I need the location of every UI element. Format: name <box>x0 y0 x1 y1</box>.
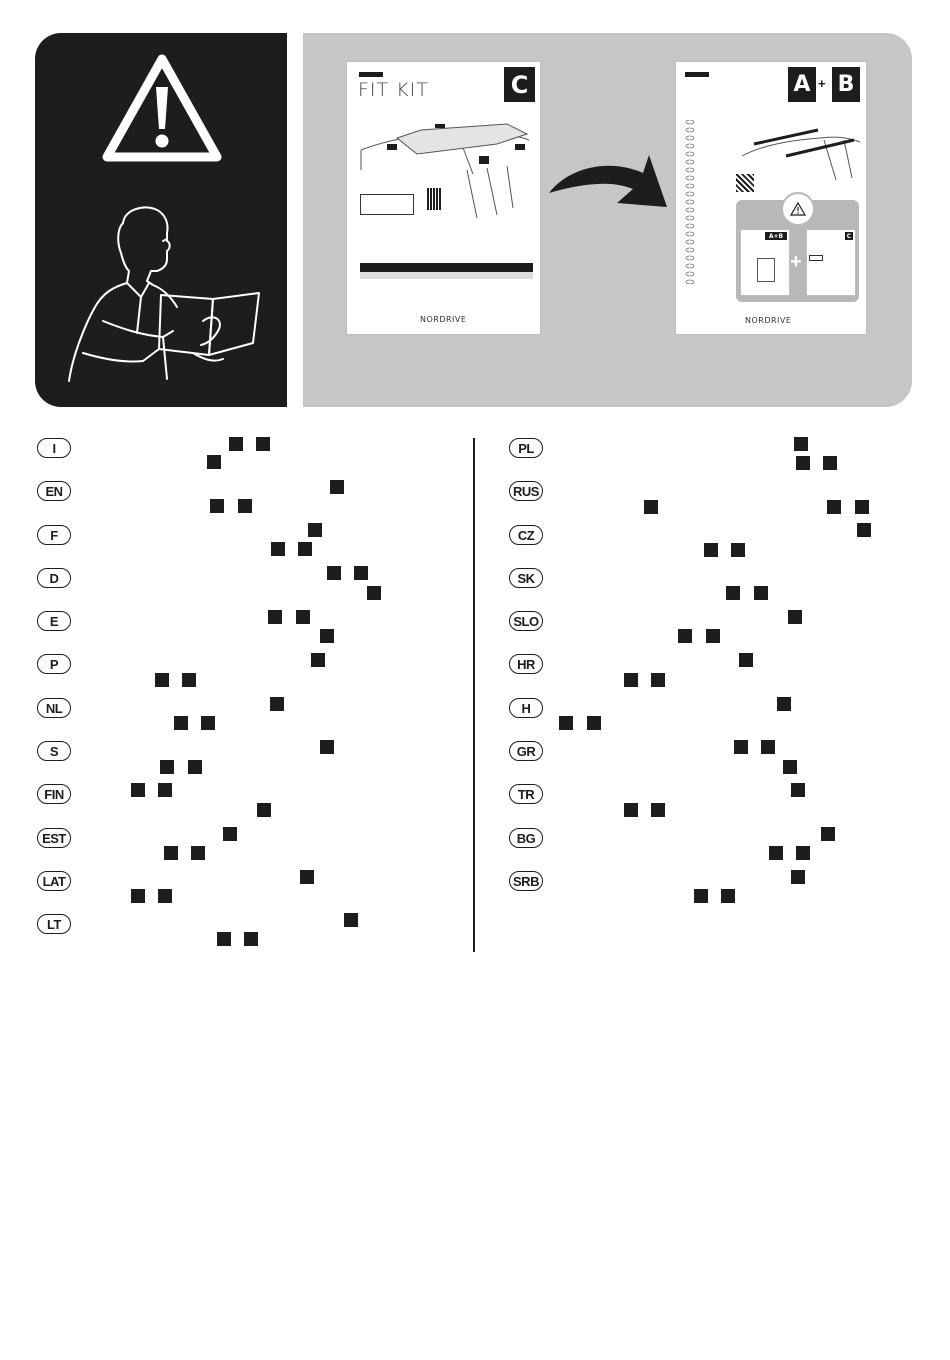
ref-square <box>268 610 282 624</box>
letter-c-badge: C <box>504 67 535 102</box>
inset-c-manual <box>807 230 855 295</box>
ref-square <box>644 500 658 514</box>
language-list <box>684 120 696 284</box>
ref-square <box>726 586 740 600</box>
language-badge-hr: HR <box>509 654 543 674</box>
ref-square <box>794 437 808 451</box>
language-badge-lat: LAT <box>37 871 71 891</box>
ref-square <box>270 697 284 711</box>
ref-square <box>678 629 692 643</box>
inset-model-box <box>809 255 823 261</box>
person-reading-manual-icon <box>63 203 263 383</box>
roof-bars-drawing <box>740 116 862 182</box>
language-badge-h: H <box>509 698 543 718</box>
ref-square <box>207 455 221 469</box>
ref-square <box>257 803 271 817</box>
fit-kit-title: FIT KIT <box>358 79 429 101</box>
ref-square <box>131 889 145 903</box>
ref-square <box>174 716 188 730</box>
ref-square <box>821 827 835 841</box>
ref-square <box>256 437 270 451</box>
ref-square <box>327 566 341 580</box>
language-badge-s: S <box>37 741 71 761</box>
ref-square <box>223 827 237 841</box>
language-badge-cz: CZ <box>509 525 543 545</box>
inset-letter-c: C <box>846 232 852 240</box>
ref-square <box>210 499 224 513</box>
ref-square <box>823 456 837 470</box>
ref-square <box>796 846 810 860</box>
warning-panel <box>35 33 287 407</box>
inset-plus-sign: + <box>790 251 802 273</box>
instruction-overview-panel <box>303 33 912 407</box>
ref-square <box>587 716 601 730</box>
ref-square <box>244 932 258 946</box>
ref-square <box>238 499 252 513</box>
ref-square <box>330 480 344 494</box>
ref-square <box>855 500 869 514</box>
language-badge-f: F <box>37 525 71 545</box>
column-divider <box>473 438 475 952</box>
ref-square <box>791 870 805 884</box>
ref-square <box>721 889 735 903</box>
warning-triangle-icon <box>101 53 223 165</box>
language-badge-e: E <box>37 611 71 631</box>
bar-manual <box>676 62 866 334</box>
ref-square <box>201 716 215 730</box>
qr-code <box>736 174 754 192</box>
ref-square <box>783 760 797 774</box>
ref-square <box>754 586 768 600</box>
nordrive-logo: NORDRIVE <box>420 315 467 324</box>
ref-square <box>796 456 810 470</box>
ref-square <box>308 523 322 537</box>
ref-square <box>761 740 775 754</box>
nordrive-logo: NORDRIVE <box>745 316 792 325</box>
language-badge-est: EST <box>37 828 71 848</box>
ref-square <box>706 629 720 643</box>
ref-square <box>182 673 196 687</box>
ref-square <box>559 716 573 730</box>
ref-square <box>769 846 783 860</box>
combined-kit-inset <box>736 200 859 302</box>
ref-square <box>217 932 231 946</box>
ref-square <box>271 542 285 556</box>
ref-square <box>191 846 205 860</box>
ref-square <box>158 783 172 797</box>
ref-square <box>791 783 805 797</box>
inset-letters-ab: A+B <box>765 232 787 240</box>
ref-square <box>344 913 358 927</box>
letter-a-badge: A <box>788 67 816 102</box>
language-badge-bg: BG <box>509 828 543 848</box>
ref-square <box>827 500 841 514</box>
inset-warning-circle <box>781 192 815 226</box>
doc-code-tag <box>685 72 709 77</box>
ref-square <box>155 673 169 687</box>
ref-square <box>164 846 178 860</box>
language-badge-sk: SK <box>509 568 543 588</box>
inset-ab-manual <box>741 230 789 295</box>
letter-b-badge: B <box>832 67 860 102</box>
ref-square <box>704 543 718 557</box>
qr-code <box>427 188 441 210</box>
ref-square <box>788 610 802 624</box>
language-badge-gr: GR <box>509 741 543 761</box>
fitting-table-row <box>360 272 533 279</box>
inset-diagram-box <box>757 258 775 282</box>
language-badge-en: EN <box>37 481 71 501</box>
ref-square <box>777 697 791 711</box>
ref-square <box>298 542 312 556</box>
language-badge-nl: NL <box>37 698 71 718</box>
curved-arrow-icon <box>547 151 671 225</box>
ref-square <box>320 740 334 754</box>
language-badge-pl: PL <box>509 438 543 458</box>
ref-square <box>624 803 638 817</box>
ref-square <box>311 653 325 667</box>
ref-square <box>857 523 871 537</box>
ref-square <box>739 653 753 667</box>
language-badge-lt: LT <box>37 914 71 934</box>
language-badge-fin: FIN <box>37 784 71 804</box>
small-warning-icon <box>790 202 806 216</box>
ref-square <box>188 760 202 774</box>
ref-square <box>734 740 748 754</box>
ref-square <box>320 629 334 643</box>
plus-sign: + <box>818 76 826 91</box>
ref-square <box>694 889 708 903</box>
fitting-table-header <box>360 263 533 272</box>
language-badge-slo: SLO <box>509 611 543 631</box>
language-badge-srb: SRB <box>509 871 543 891</box>
ref-square <box>651 803 665 817</box>
doc-code-tag <box>359 72 383 77</box>
ref-square <box>651 673 665 687</box>
ref-square <box>160 760 174 774</box>
ref-square <box>229 437 243 451</box>
language-badge-d: D <box>37 568 71 588</box>
ref-square <box>296 610 310 624</box>
ref-square <box>158 889 172 903</box>
model-box <box>360 194 414 215</box>
language-badge-i: I <box>37 438 71 458</box>
ref-square <box>367 586 381 600</box>
language-badge-tr: TR <box>509 784 543 804</box>
ref-square <box>354 566 368 580</box>
language-badge-rus: RUS <box>509 481 543 501</box>
fit-kit-manual <box>347 62 540 334</box>
ref-square <box>300 870 314 884</box>
language-badge-p: P <box>37 654 71 674</box>
ref-square <box>131 783 145 797</box>
ref-square <box>731 543 745 557</box>
ref-square <box>624 673 638 687</box>
